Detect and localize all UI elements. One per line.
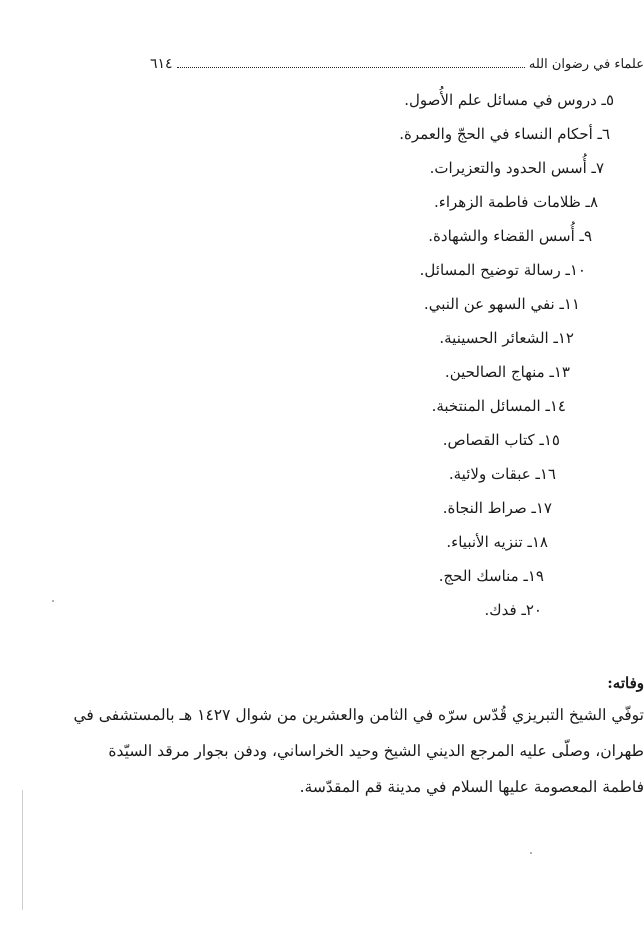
list-item: ١٦ـ عبقات ولائية. [448, 465, 556, 483]
list-item: ٨ـ ظلامات فاطمة الزهراء. [434, 193, 598, 211]
list-item: ٧ـ أُسس الحدود والتعزيرات. [429, 159, 604, 177]
dotted-leader [177, 57, 525, 68]
list-item: ٥ـ دروس في مسائل علم الأُصول. [404, 91, 614, 109]
page-number: ٦١٤ [150, 56, 173, 72]
list-item: ١٠ـ رسالة توضيح المسائل. [419, 261, 586, 279]
running-header [150, 56, 644, 78]
scan-speck [530, 852, 532, 854]
paragraph-line: توفّي الشيخ التبريزي قُدّس سرّه في الثامن والعشرين من شوال ١٤٢٧ هـ بالمستشفى في [73, 706, 644, 724]
paragraph-line: فاطمة المعصومة عليها السلام في مدينة قم المقدّسة. [299, 778, 644, 796]
list-item: ١٨ـ تنزيه الأنبياء. [446, 533, 548, 551]
section-heading: وفاته: [607, 674, 644, 692]
list-item: ١١ـ نفي السهو عن النبي. [423, 295, 580, 313]
list-item: ٩ـ أُسس القضاء والشهادة. [428, 227, 592, 245]
header-title: علماء في رضوان الله [528, 57, 644, 72]
list-item: ١٧ـ صراط النجاة. [442, 499, 552, 517]
list-item: ١٥ـ كتاب القصاص. [442, 431, 560, 449]
list-item: ٢٠ـ فدك. [484, 601, 542, 619]
paragraph-line: طهران، وصلّى عليه المرجع الديني الشيخ وحيد الخراساني، ودفن بجوار مرقد السيّدة [108, 742, 644, 760]
list-item: ٦ـ أحكام النساء في الحجّ والعمرة. [399, 125, 610, 143]
list-item: ١٤ـ المسائل المنتخبة. [431, 397, 566, 415]
list-item: ١٢ـ الشعائر الحسينية. [439, 329, 574, 347]
scan-speck [52, 600, 54, 602]
list-item: ١٣ـ منهاج الصالحين. [444, 363, 570, 381]
list-item: ١٩ـ مناسك الحج. [438, 567, 544, 585]
scan-margin-line [22, 790, 23, 910]
